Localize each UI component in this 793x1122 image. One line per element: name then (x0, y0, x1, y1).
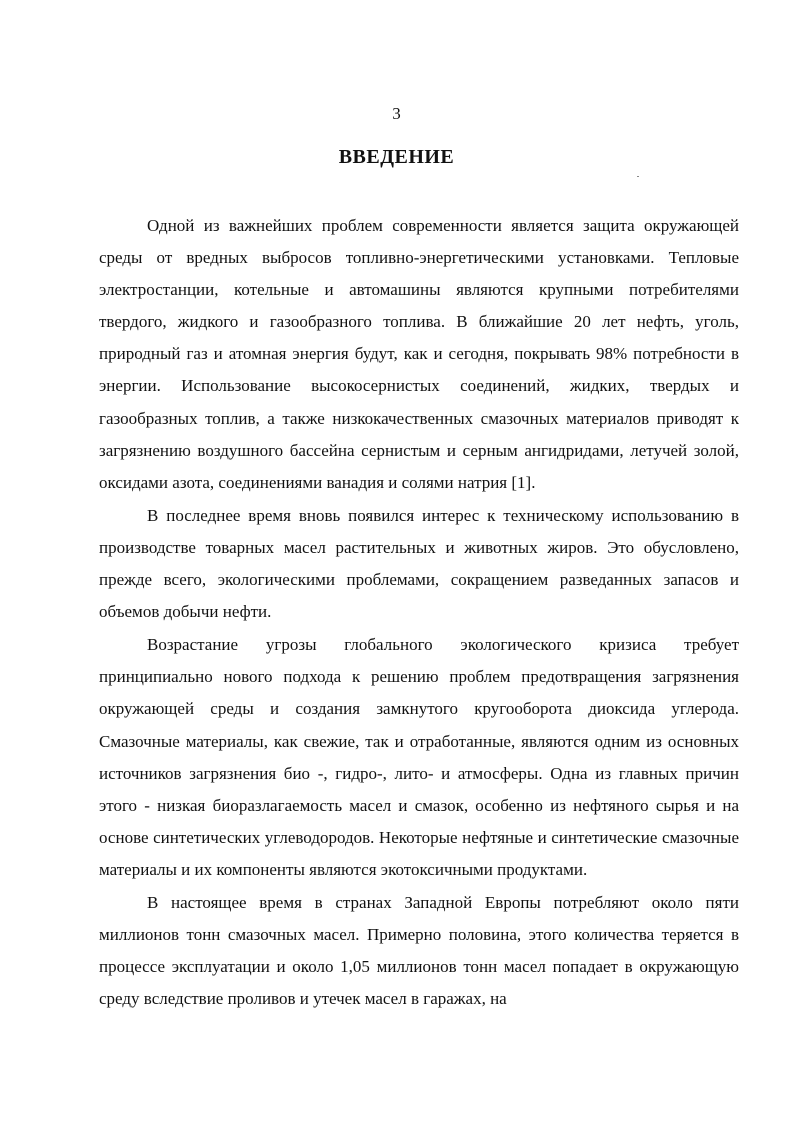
paragraph-4: В настоящее время в странах Западной Европы потребляют около пяти миллионов тонн смазочных масел. Примерно половина, этого количества теряется в процессе эксплуатации и около 1,05 миллионов тонн масел попадает в окружающую среду вследствие проливов и утечек масел в гаражах, на (99, 892, 739, 1009)
page-number: 3 (392, 104, 401, 123)
section-title: ВВЕДЕНИЕ (338, 146, 455, 168)
paragraph-2: В последнее время вновь появился интерес к техническому использованию в производстве товарных масел растительных и животных жиров. Это обусловлено, прежде всего, экологическими проблемами, сокращением разведанных запасов и объемов добычи нефти. (99, 505, 739, 622)
paragraph-1: Одной из важнейших проблем современности является защита окружающей среды от вредных выбросов топливно-энергетическими установками. Тепловые электростанции, котельные и автомашины являются крупными потребителями твердого, жидкого и газообразного топлива. В ближайшие 20 лет нефть, уголь, природный газ и атомная энергия будут, как и сегодня, покрывать 98% потребности в энергии. Использование высокосернистых соединений, жидких, твердых и газообразных топлив, а также низкокачественных смазочных материалов приводят к загрязнению воздушного бассейна сернистым и серным ангидридами, летучей золой, оксидами азота, соединениями ванадия и солями натрия [1]. (99, 216, 739, 492)
scan-speck (637, 176, 639, 177)
body-text (99, 210, 739, 1015)
paragraph-3: Возрастание угрозы глобального экологического кризиса требует принципиально нового подхода к решению проблем предотвращения загрязнения окружающей среды и создания замкнутого кругооборота диоксида углерода. Смазочные материалы, как свежие, так и отработанные, являются одним из основных источников загрязнения био -, гидро-, лито- и атмосферы. Одна из главных причин этого - низкая биоразлагаемость масел и смазок, особенно из нефтяного сырья и на основе синтетических углеводородов. Некоторые нефтяные и синтетические смазочные материалы и их компоненты являются экотоксичными продуктами. (99, 635, 739, 879)
